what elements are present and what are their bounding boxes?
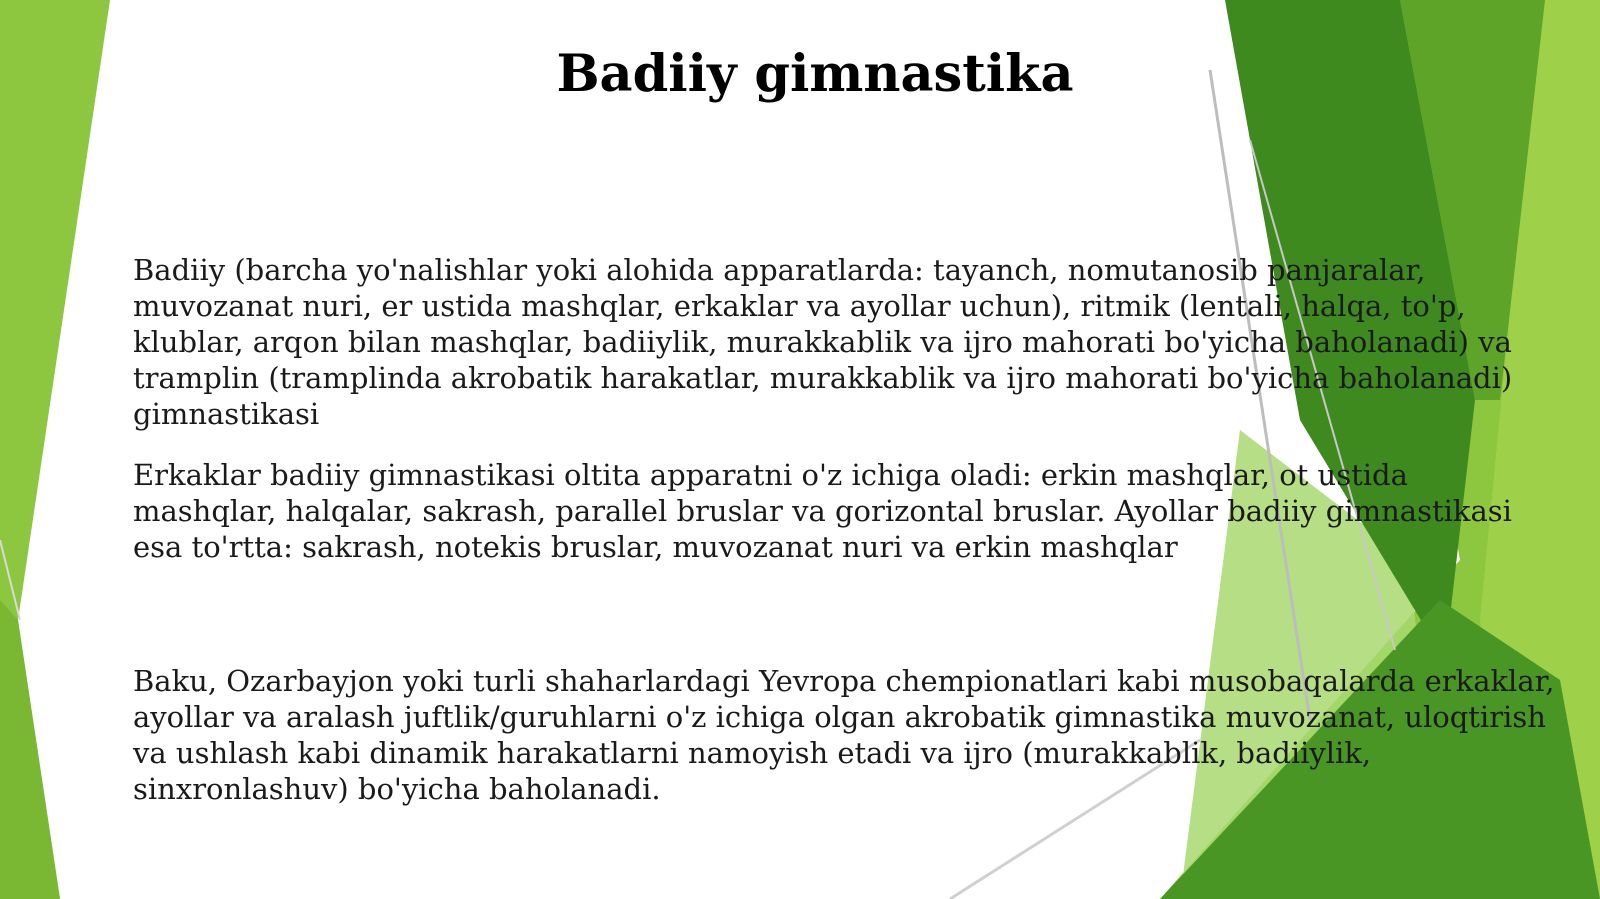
text-line: gimnastikasi xyxy=(133,397,320,431)
paragraph-1 xyxy=(133,252,1512,432)
slide-title: Badiiy gimnastika xyxy=(556,44,1074,104)
text-line: Baku, Ozarbayjon yoki turli shaharlardagi Yevropa chempionatlari kabi musobaqalarda erkaklar, xyxy=(133,664,1555,698)
text-line: klublar, arqon bilan mashqlar, badiiylik, murakkablik va ijro mahorati bo'yicha baholanadi) va xyxy=(133,325,1512,359)
left-green-shade xyxy=(0,600,60,899)
text-line: va ushlash kabi dinamik harakatlarni namoyish etadi va ijro (murakkablik, badiiylik, xyxy=(133,736,1372,770)
paragraph-3 xyxy=(133,663,1555,807)
paragraph-2 xyxy=(133,457,1512,565)
text-line: ayollar va aralash juftlik/guruhlarni o'z ichiga olgan akrobatik gimnastika muvozanat, uloqtirish xyxy=(133,700,1546,734)
text-line: esa to'rtta: sakrash, notekis bruslar, muvozanat nuri va erkin mashqlar xyxy=(133,530,1178,564)
text-line: Erkaklar badiiy gimnastikasi oltita apparatni o'z ichiga oladi: erkin mashqlar, ot ustida xyxy=(133,458,1408,492)
text-line: Badiiy (barcha yo'nalishlar yoki alohida apparatlarda: tayanch, nomutanosib panjaralar, xyxy=(133,253,1426,287)
text-line: tramplin (tramplinda akrobatik harakatlar, murakkablik va ijro mahorati bo'yicha baholanadi) xyxy=(133,361,1513,395)
text-line: mashqlar, halqalar, sakrash, parallel bruslar va gorizontal bruslar. Ayollar badiiy gimnastikasi xyxy=(133,494,1512,528)
text-line: sinxronlashuv) bo'yicha baholanadi. xyxy=(133,772,661,806)
text-line: muvozanat nuri, er ustida mashqlar, erkaklar va ayollar uchun), ritmik (lentali, halqa, to'p, xyxy=(133,289,1466,323)
